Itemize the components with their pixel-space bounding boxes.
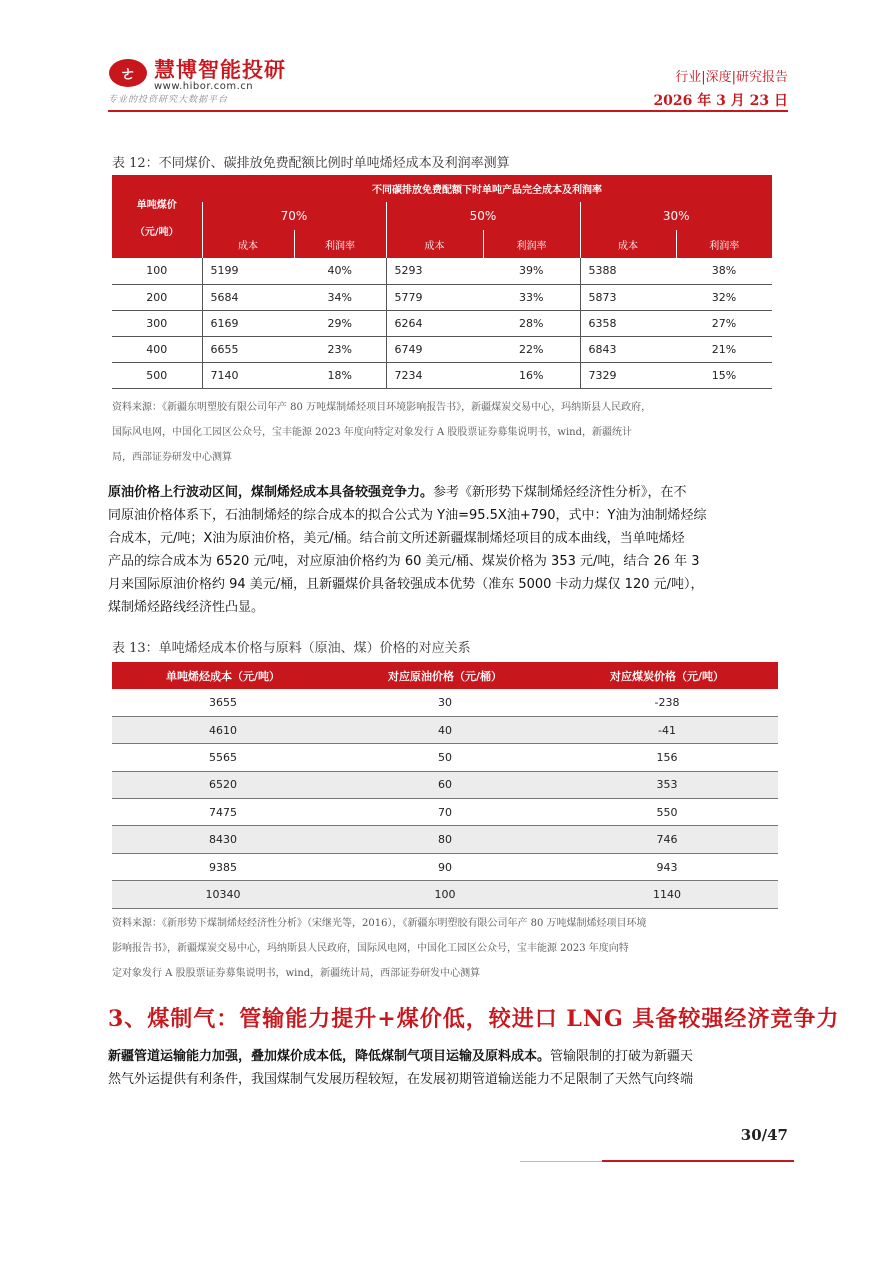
table13-source (112, 911, 782, 986)
profit-cell: 29% (294, 310, 386, 336)
paragraph-line: 然气外运提供有利条件，我国煤制气发展历程较短，在发展初期管道输送能力不足限制了天然气向终端 (108, 1072, 694, 1087)
cost-cell: 5293 (386, 258, 483, 284)
cost-cell: 7329 (580, 362, 676, 388)
section-heading: 3、煤制气：管输能力提升+煤价低，较进口 LNG 具备较强经济竞争力 (108, 1006, 840, 1032)
cost-cell: 5388 (580, 258, 676, 284)
cost-cell: 5779 (386, 284, 483, 310)
paragraph-line: 管输限制的打破为新疆天 (550, 1049, 694, 1064)
cost-header: 成本 (580, 230, 676, 258)
olefin-cost-cell: 10340 (112, 881, 334, 908)
cost-cell: 5873 (580, 284, 676, 310)
report-type: 行业|深度|研究报告 (675, 70, 788, 85)
olefin-cost-cell: 7475 (112, 799, 334, 826)
profit-cell: 32% (676, 284, 772, 310)
page-header (108, 52, 788, 112)
profit-cell: 27% (676, 310, 772, 336)
coal-price-cell: 746 (556, 826, 778, 853)
profit-cell: 39% (483, 258, 580, 284)
table-row (112, 799, 778, 826)
table-row (112, 826, 778, 853)
coal-price-cell: 353 (556, 771, 778, 798)
profit-cell: 23% (294, 336, 386, 362)
coal-price-cell: 943 (556, 853, 778, 880)
oil-price-cell: 60 (334, 771, 556, 798)
table13 (112, 662, 778, 909)
table13-caption: 表 13：单吨烯烃成本价格与原料（原油、煤）价格的对应关系 (112, 641, 471, 656)
olefin-cost-cell: 3655 (112, 689, 334, 716)
page-number: 30/47 (740, 1126, 788, 1144)
olefin-cost-cell: 8430 (112, 826, 334, 853)
report-date: 2026 年 3 月 23 日 (653, 93, 788, 109)
footer-accent (602, 1160, 794, 1162)
profit-header: 利润率 (483, 230, 580, 258)
oil-price-cell: 90 (334, 853, 556, 880)
table-row (112, 881, 778, 908)
cost-cell: 5684 (202, 284, 294, 310)
table12-group-header: 不同碳排放免费配额下时单吨产品完全成本及利润率 (202, 175, 772, 202)
table12-caption: 表 12：不同煤价、碳排放免费配额比例时单吨烯烃成本及利润率测算 (112, 156, 510, 171)
table-row (112, 258, 772, 284)
table13-header: 对应原油价格（元/桶） (334, 662, 556, 689)
profit-cell: 40% (294, 258, 386, 284)
table-row (112, 716, 778, 743)
table-row (112, 689, 778, 716)
logo-name: 慧博智能投研 (154, 58, 286, 82)
logo-mark-text: ㄜ (119, 64, 137, 83)
cost-cell: 7234 (386, 362, 483, 388)
source-line: 国际风电网，中国化工园区公众号，宝丰能源 2023 年度向特定对象发行 A 股股票证券募集说明书，wind，新疆统计 (112, 427, 632, 438)
table12-source (112, 395, 782, 470)
table-row (112, 284, 772, 310)
table-row (112, 853, 778, 880)
ratio-header: 50% (386, 202, 580, 230)
coal-price-cell: 1140 (556, 881, 778, 908)
footer-divider (520, 1161, 602, 1162)
paragraph-lead: 新疆管道运输能力加强，叠加煤价成本低，降低煤制气项目运输及原料成本。 (108, 1049, 551, 1064)
coal-price-cell: 100 (112, 258, 202, 284)
source-line: 资料来源：《新形势下煤制烯烃经济性分析》（宋继光等，2016），《新疆东明塑胶有限公司年产 80 万吨煤制烯烃项目环境 (112, 918, 647, 929)
table-row (112, 310, 772, 336)
cost-cell: 6843 (580, 336, 676, 362)
profit-cell: 34% (294, 284, 386, 310)
oil-price-cell: 100 (334, 881, 556, 908)
cost-cell: 6169 (202, 310, 294, 336)
profit-cell: 22% (483, 336, 580, 362)
profit-cell: 16% (483, 362, 580, 388)
table12 (112, 175, 772, 389)
cost-cell: 5199 (202, 258, 294, 284)
paragraph-oil-price (108, 481, 792, 619)
oil-price-cell: 40 (334, 716, 556, 743)
paragraph-pipeline (108, 1045, 792, 1091)
olefin-cost-cell: 9385 (112, 853, 334, 880)
coal-price-cell: 156 (556, 744, 778, 771)
paragraph-line: 合成本，元/吨；X油为原油价格，美元/桶。结合前文所述新疆煤制烯烃项目的成本曲线，当单吨烯烃 (108, 531, 685, 546)
olefin-cost-cell: 6520 (112, 771, 334, 798)
cost-cell: 6655 (202, 336, 294, 362)
coal-price-cell: 200 (112, 284, 202, 310)
profit-cell: 21% (676, 336, 772, 362)
profit-cell: 28% (483, 310, 580, 336)
source-line: 定对象发行 A 股股票证券募集说明书，wind，新疆统计局，西部证券研发中心测算 (112, 968, 481, 979)
ratio-header: 30% (580, 202, 772, 230)
paragraph-line: 月来国际原油价格约 94 美元/桶，且新疆煤价具备较强成本优势（准东 5000 卡动力煤仅 120 元/吨）， (108, 577, 704, 592)
table-row (112, 771, 778, 798)
coal-price-cell: 300 (112, 310, 202, 336)
oil-price-cell: 50 (334, 744, 556, 771)
cost-cell: 6358 (580, 310, 676, 336)
source-line: 局，西部证券研发中心测算 (112, 452, 232, 463)
coal-price-cell: -41 (556, 716, 778, 743)
profit-cell: 15% (676, 362, 772, 388)
profit-cell: 38% (676, 258, 772, 284)
paragraph-lead: 原油价格上行波动区间，煤制烯烃成本具备较强竞争力。 (108, 485, 434, 500)
paragraph-line: 产品的综合成本为 6520 元/吨，对应原油价格约为 60 美元/桶、煤炭价格为 353 元/吨，结合 26 年 3 (108, 554, 700, 569)
cost-header: 成本 (202, 230, 294, 258)
coal-price-cell: -238 (556, 689, 778, 716)
cost-cell: 7140 (202, 362, 294, 388)
profit-cell: 18% (294, 362, 386, 388)
logo-slogan: 专业的投资研究大数据平台 (108, 95, 229, 105)
paragraph-line: 参考《新形势下煤制烯烃经济性分析》，在不 (433, 485, 687, 500)
oil-price-cell: 30 (334, 689, 556, 716)
coal-price-cell: 400 (112, 336, 202, 362)
paragraph-line: 同原油价格体系下，石油制烯烃的综合成本的拟合公式为 Y油=95.5X油+790，式中：Y油为油制烯烃综 (108, 508, 707, 523)
hibor-logo-icon (108, 58, 148, 88)
cost-header: 成本 (386, 230, 483, 258)
olefin-cost-cell: 4610 (112, 716, 334, 743)
table-row (112, 336, 772, 362)
table-row (112, 362, 772, 388)
logo-url: www.hibor.com.cn (154, 81, 254, 92)
row-header-line2: （元/吨） (134, 226, 179, 238)
oil-price-cell: 80 (334, 826, 556, 853)
profit-header: 利润率 (294, 230, 386, 258)
coal-price-cell: 550 (556, 799, 778, 826)
header-divider (108, 110, 788, 112)
profit-header: 利润率 (676, 230, 772, 258)
row-header-line1: 单吨煤价 (136, 199, 177, 211)
coal-price-cell: 500 (112, 362, 202, 388)
cost-cell: 6264 (386, 310, 483, 336)
paragraph-line: 煤制烯烃路线经济性凸显。 (108, 600, 265, 615)
ratio-header: 70% (202, 202, 386, 230)
table13-header: 单吨烯烃成本（元/吨） (112, 662, 334, 689)
oil-price-cell: 70 (334, 799, 556, 826)
olefin-cost-cell: 5565 (112, 744, 334, 771)
source-line: 资料来源：《新疆东明塑胶有限公司年产 80 万吨煤制烯烃项目环境影响报告书》，新疆煤炭交易中心，玛纳斯县人民政府， (112, 402, 652, 413)
table13-header: 对应煤炭价格（元/吨） (556, 662, 778, 689)
table-row (112, 744, 778, 771)
table12-row-header (112, 175, 202, 258)
source-line: 影响报告书》，新疆煤炭交易中心，玛纳斯县人民政府，国际风电网，中国化工园区公众号，宝丰能源 2023 年度向特 (112, 943, 629, 954)
cost-cell: 6749 (386, 336, 483, 362)
profit-cell: 33% (483, 284, 580, 310)
